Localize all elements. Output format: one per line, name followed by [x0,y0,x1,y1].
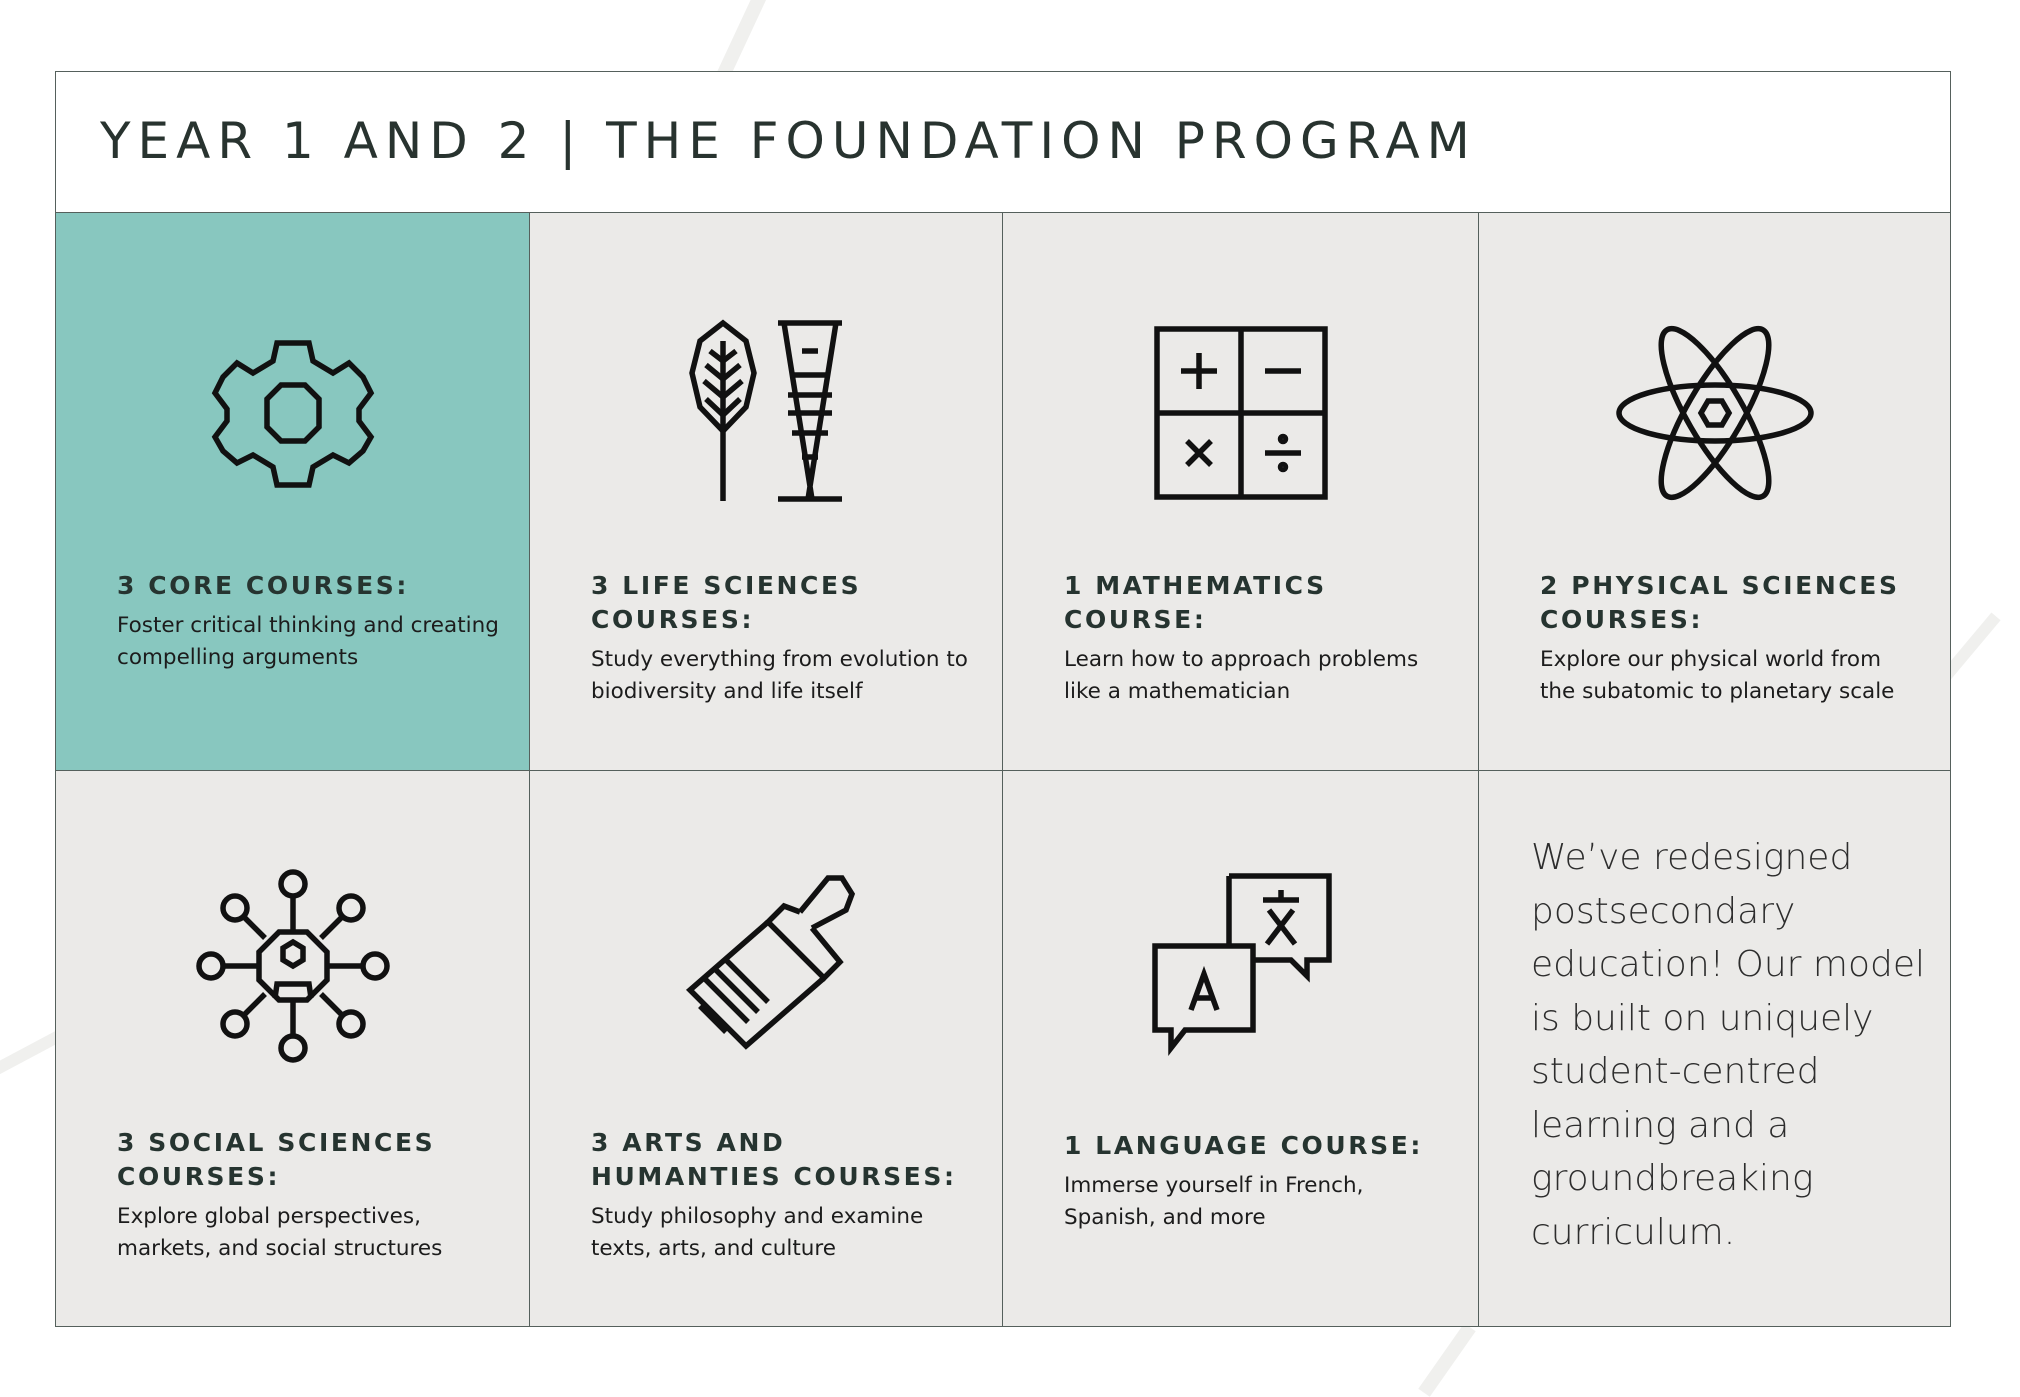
intro-quote: We’ve redesigned postsecondary education! Our model is built on uniquely student-centred learning and a groundbreaking curriculum. [1531,837,1925,1253]
card-description: Immerse yourself in French, Spanish, and more [1064,1173,1364,1230]
card-description: Study everything from evolution to biodiversity and life itself [591,647,968,704]
course-card-language [1003,771,1479,1326]
card-description: Foster critical thinking and creating compelling arguments [117,613,499,670]
course-card-life-sciences [530,213,1003,771]
card-description: Explore global perspectives, markets, and social structures [117,1204,443,1261]
card-title: 3 LIFE SCIENCES COURSES: [591,571,862,634]
background-stripe [1418,1323,1475,1397]
card-title: 1 MATHEMATICS COURSE: [1064,571,1327,634]
course-card-mathematics [1003,213,1479,771]
page-title: YEAR 1 AND 2 | THE FOUNDATION PROGRAM [100,112,1477,170]
foundation-program-panel [55,71,1951,1327]
card-description: Study philosophy and examine texts, arts, and culture [591,1204,924,1261]
card-title: 3 CORE COURSES: [117,571,409,600]
card-title: 3 ARTS AND HUMANTIES COURSES: [591,1128,957,1191]
course-grid [56,213,1950,1326]
course-card-arts-humanities [530,771,1003,1326]
gear-icon [193,303,393,503]
card-description: Learn how to approach problems like a mathematician [1064,647,1419,704]
card-description: Explore our physical world from the subatomic to planetary scale [1540,647,1895,704]
card-title: 1 LANGUAGE COURSE: [1064,1131,1424,1160]
course-card-social-sciences [56,771,530,1326]
intro-quote-card [1479,771,1950,1326]
calculator-icon [1141,303,1341,503]
header [56,72,1950,213]
translate-icon [1141,866,1341,1066]
card-title: 3 SOCIAL SCIENCES COURSES: [117,1128,436,1191]
atom-icon [1615,303,1815,503]
paintbrush-icon [666,866,866,1066]
card-title: 2 PHYSICAL SCIENCES COURSES: [1540,571,1900,634]
network-icon [193,866,393,1066]
leaf-dna-icon [666,303,866,503]
course-card-core [56,213,530,771]
course-card-physical-sciences [1479,213,1950,771]
